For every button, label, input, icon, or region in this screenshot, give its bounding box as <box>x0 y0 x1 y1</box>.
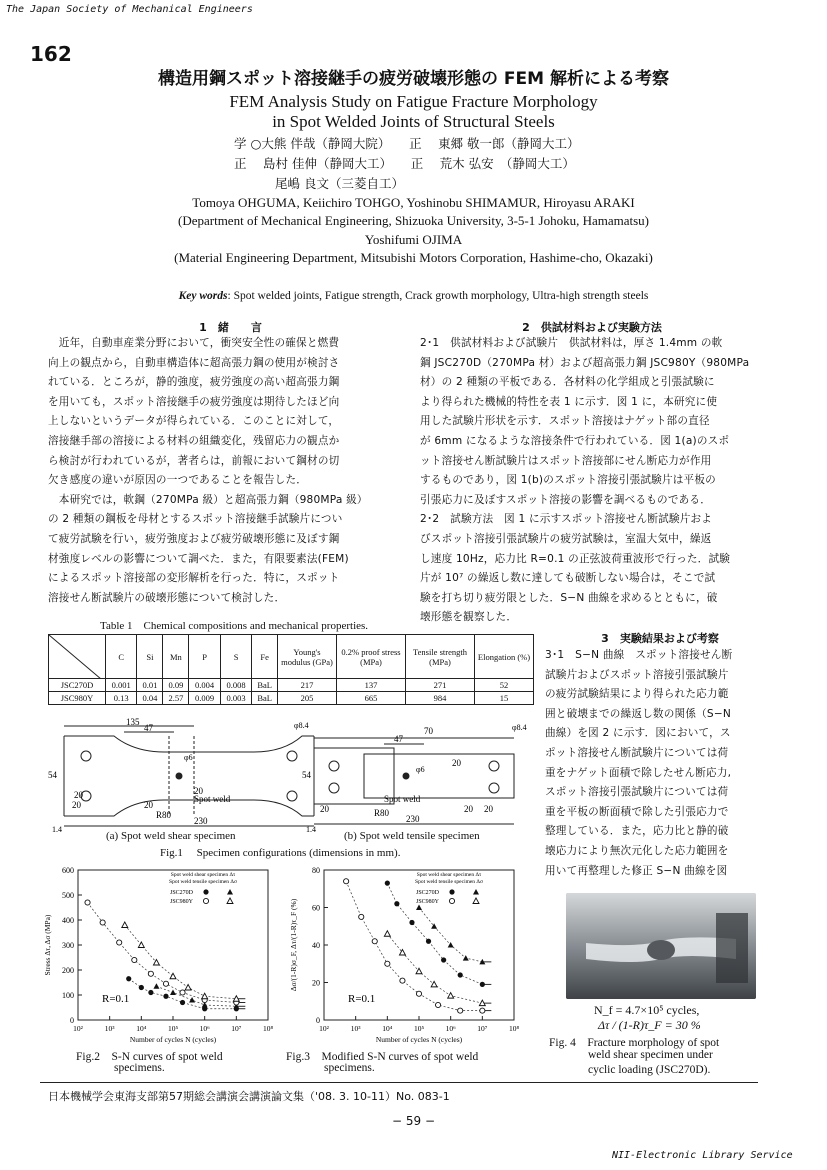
y-tick-label: 60 <box>312 903 320 913</box>
label-a-spotweld: Spot weld <box>194 794 231 804</box>
data-point <box>170 990 176 996</box>
sec1-body <box>48 334 418 608</box>
series-JSC980Y-tensile <box>384 931 491 1006</box>
table1-header: Fe <box>252 635 278 679</box>
x-tick-label: 10⁷ <box>477 1024 488 1033</box>
table-cell: 0.004 <box>189 679 220 692</box>
table1-header: Young's modulus (GPa) <box>278 635 337 679</box>
data-point <box>473 898 479 904</box>
footer-proceedings: 日本機械学会東海支部第57期総会講演会講演論文集（'08. 3. 10-11）No. 083-1 <box>48 1090 450 1103</box>
x-tick-label: 10⁵ <box>413 1024 425 1033</box>
dim-b-20d: 20 <box>484 804 493 814</box>
table-cell: 0.04 <box>137 692 163 705</box>
table1-header: P <box>189 635 220 679</box>
legend-entry: JSC980Y <box>170 899 194 905</box>
dim-a-14: 1.4 <box>52 825 62 834</box>
y-tick-label: 200 <box>62 966 74 975</box>
table-cell: 0.13 <box>106 692 137 705</box>
title-en-line1: FEM Analysis Study on Fatigue Fracture Morphology <box>229 92 598 111</box>
text-line: 験を打ち切り疲労限とした．S−N 曲線を求めるとともに，破 <box>420 591 718 604</box>
x-tick-label: 10³ <box>350 1024 361 1033</box>
legend <box>169 872 237 905</box>
dim-a-20c: 20 <box>144 800 153 810</box>
table-cell: 52 <box>475 679 534 692</box>
table-row <box>49 692 534 705</box>
table1-corner <box>49 635 106 679</box>
text-line: 3･1 S−N 曲線 スポット溶接せん断 <box>545 649 733 661</box>
table1-header: S <box>220 635 251 679</box>
data-point <box>132 957 137 962</box>
x-tick-label: 10² <box>319 1024 329 1033</box>
table-cell: 2.57 <box>163 692 189 705</box>
data-point <box>138 942 144 948</box>
authors-jp-line1: 学 ○大熊 伴哉（静岡大院） 正 東郷 敬一郎（静岡大工） <box>234 136 580 151</box>
text-line: ット溶接せん断試験片はスポット溶接部にせん断応力が作用 <box>420 454 712 467</box>
authors-jp-line3: 尾嶋 良文（三菱自工） <box>275 176 404 191</box>
footer-divider <box>40 1082 758 1083</box>
text-line: し速度 10Hz，応力比 R=0.1 の正弦波荷重波形で行った．試験 <box>420 552 731 565</box>
data-point <box>202 993 208 999</box>
fig1-drawings <box>44 716 538 836</box>
dim-a-54: 54 <box>48 770 57 780</box>
text-line: するものであり，図 1(b)のスポット溶接引張試験片は平板の <box>420 474 716 487</box>
table-cell: 205 <box>278 692 337 705</box>
text-line: 整理している．また，応力比と静的破 <box>545 825 729 838</box>
fig1-caption: Fig.1 Specimen configurations (dimensions in mm). <box>160 847 401 859</box>
text-line: 用いて再整理した修正 S−N 曲線を図 <box>545 864 728 877</box>
data-point <box>385 881 390 886</box>
dim-a-20: 20 <box>72 800 81 810</box>
y-tick-label: 80 <box>312 866 320 875</box>
authors-en-2: Yoshifumi OJIMA <box>364 232 463 247</box>
table-cell: 0.003 <box>220 692 251 705</box>
table-cell: BaL <box>252 692 278 705</box>
text-line: 用した試験片形状を示す．スポット溶接はナゲット部の直径 <box>420 415 710 428</box>
y-tick-label: 600 <box>62 866 74 875</box>
y-tick-label: 400 <box>62 916 74 925</box>
text-line: 材強度レベルの影響について調べた．また，有限要素法(FEM) <box>48 552 349 565</box>
y-tick-label: 40 <box>312 941 320 950</box>
text-line: 近年，自動車産業分野において，衝突安全性の確保と燃費 <box>48 337 340 349</box>
table-cell: 0.01 <box>137 679 163 692</box>
r-annotation: R=0.1 <box>348 993 376 1005</box>
text-line: 溶接せん断試験片の破壊形態について検討した． <box>48 591 286 604</box>
dim-a-phi84: φ8.4 <box>294 721 309 730</box>
text-line: ポット溶接せん断試験片については荷 <box>545 746 729 759</box>
table1-header: Si <box>137 635 163 679</box>
y-tick-label: 300 <box>62 941 74 950</box>
authors-en-1: Tomoya OHGUMA, Keiichiro TOHGO, Yoshinobu SHIMAMUR, Hiroyasu ARAKI <box>192 195 635 210</box>
table1 <box>48 634 534 705</box>
x-tick-label: 10⁶ <box>445 1024 456 1033</box>
text-line: 片が 10⁷ の繰返し数に達しても破断しない場合は，そこで試 <box>420 572 716 585</box>
dim-b-20: 20 <box>320 804 329 814</box>
data-point <box>148 990 153 995</box>
data-point <box>170 973 176 979</box>
data-point <box>185 985 191 991</box>
table-cell: 0.009 <box>189 692 220 705</box>
fig4-caption-1: Fig. 4 Fracture morphology of spot <box>549 1037 720 1049</box>
fig4-caption-2: weld shear specimen under <box>588 1049 713 1061</box>
data-point <box>163 994 168 999</box>
text-line: 囲と破壊までの繰返し数の関係（S−N <box>545 707 732 720</box>
dim-b-14: 1.4 <box>306 825 316 834</box>
title-en-line2: in Spot Welded Joints of Structural Steels <box>272 112 555 131</box>
x-tick-label: 10⁸ <box>508 1024 520 1033</box>
society-header: The Japan Society of Mechanical Engineers <box>6 4 253 15</box>
dim-b-70: 70 <box>424 726 433 736</box>
dim-b-230: 230 <box>406 814 420 824</box>
y-tick-label: 0 <box>70 1016 74 1025</box>
text-line: 試験片およびスポット溶接引張試験片 <box>545 668 729 681</box>
table-cell: BaL <box>252 679 278 692</box>
text-line: 本研究では，軟鋼（270MPa 級）と超高張力鋼（980MPa 級） <box>48 493 368 506</box>
data-point <box>359 914 364 919</box>
x-tick-label: 10⁴ <box>382 1024 393 1033</box>
title-jp: 構造用鋼スポット溶接継手の疲労破壊形態の FEM 解析による考察 <box>158 69 669 89</box>
data-point <box>126 976 131 981</box>
series-curve <box>346 881 482 1010</box>
table1-caption: Table 1 Chemical compositions and mechanical properties. <box>100 620 369 632</box>
fig1a-caption: (a) Spot weld shear specimen <box>106 830 236 842</box>
text-line: 重を平板の断面積で除した引張応力で <box>545 805 729 818</box>
dim-b-54: 54 <box>302 770 311 780</box>
data-point <box>153 960 159 966</box>
dim-b-phi6: φ6 <box>416 765 425 774</box>
data-point <box>85 900 90 905</box>
data-point <box>139 985 144 990</box>
y-tick-label: 100 <box>62 991 74 1000</box>
data-point <box>163 981 168 986</box>
data-point <box>463 955 469 961</box>
sec3-body <box>545 646 775 881</box>
paper-number: 162 <box>30 42 72 66</box>
data-point <box>117 940 122 945</box>
text-line: 2･2 試験方法 図 1 に示すスポット溶接せん断試験片およ <box>420 513 713 526</box>
text-line: 壊応力により無次元化した応力範囲を <box>545 844 729 857</box>
fig2-caption-2: specimens. <box>114 1062 165 1074</box>
text-line: て疲労試験を行い，疲労強度および疲労破壊形態に及ぼす鋼 <box>48 532 340 545</box>
legend-header: Spot weld tensile specimen Δσ <box>169 879 237 885</box>
dim-b-47: 47 <box>394 734 403 744</box>
sec2-heading: 2 供試材料および実験方法 <box>522 321 662 334</box>
affiliation-en-1: (Department of Mechanical Engineering, Shizuoka University, 3-5-1 Johoku, Hamamatsu) <box>178 213 649 228</box>
fig1b-caption: (b) Spot weld tensile specimen <box>344 830 480 842</box>
series-curve <box>88 903 237 1003</box>
data-point <box>416 905 422 911</box>
text-line: 上しないというデータが得られている．このことに対して， <box>48 415 340 428</box>
data-point <box>203 889 208 894</box>
y-tick-label: 20 <box>312 978 320 988</box>
y-tick-label: 0 <box>316 1016 320 1025</box>
x-tick-label: 10⁴ <box>136 1024 147 1033</box>
table-cell: 0.008 <box>220 679 251 692</box>
fig4-note-1: N_f = 4.7×10⁵ cycles, <box>594 1003 700 1017</box>
data-point <box>449 898 454 903</box>
table1-header: C <box>106 635 137 679</box>
data-point <box>384 931 390 937</box>
dim-b-20c: 20 <box>464 804 473 814</box>
fig3-chart <box>286 862 526 1048</box>
table-row <box>49 679 534 692</box>
x-axis-label: Number of cycles N (cycles) <box>375 1035 463 1044</box>
data-point <box>385 961 390 966</box>
footer-service: NII-Electronic Library Service <box>612 1150 793 1161</box>
text-line: 引張応力に及ぼすスポット溶接の影響を調べるものである． <box>420 493 712 506</box>
data-point <box>122 922 128 928</box>
legend-entry: JSC270D <box>170 890 194 896</box>
data-point <box>480 1008 485 1013</box>
page-number: − 59 − <box>391 1114 435 1128</box>
text-line: びスポット溶接引張試験片の疲労試験は，室温大気中，繰返 <box>420 532 712 545</box>
text-line: によるスポット溶接部の変形解析を行った．特に，スポット <box>48 572 340 585</box>
dim-a-47: 47 <box>144 723 153 733</box>
text-line: 曲線）を図 2 に示す．図において，ス <box>545 727 731 740</box>
data-point <box>100 920 105 925</box>
label-b-spotweld: Spot weld <box>384 794 421 804</box>
table-cell: 217 <box>278 679 337 692</box>
legend-header: Spot weld shear specimen Δτ <box>170 872 236 878</box>
x-tick-label: 10³ <box>104 1024 115 1033</box>
data-point <box>180 1000 185 1005</box>
r-annotation: R=0.1 <box>102 993 130 1005</box>
series-JSC270D-tensile <box>416 905 491 965</box>
keywords-label: Key words <box>178 290 228 302</box>
data-point <box>400 978 405 983</box>
table1-header: 0.2% proof stress (MPa) <box>337 635 406 679</box>
sec2-body <box>420 334 770 628</box>
dim-a-230: 230 <box>194 816 208 826</box>
table-cell: JSC270D <box>49 679 106 692</box>
text-line: 壊形態を観察した． <box>420 611 518 624</box>
text-line: 欠き感度の違いが原因の一つであることを報告した． <box>48 474 308 487</box>
authors-jp-line2: 正 島村 佳伸（静岡大工） 正 荒木 弘安 （静岡大工） <box>234 156 575 171</box>
y-axis-label: Stress Δτ, Δσ (MPa) <box>43 914 52 976</box>
data-point <box>189 997 195 1003</box>
text-line: 材）の 2 種類の平板である．各材料の化学組成と引張試験に <box>420 376 715 389</box>
dim-b-phi84: φ8.4 <box>512 723 527 732</box>
x-tick-label: 10⁶ <box>199 1024 210 1033</box>
x-tick-label: 10² <box>73 1024 83 1033</box>
y-axis-label: Δσ/(1-R)σ_F, Δτ/(1-R)τ_F (%) <box>289 898 298 992</box>
fig2-chart <box>40 862 280 1048</box>
series-JSC270D-shear <box>126 976 245 1011</box>
legend-entry: JSC270D <box>416 890 440 896</box>
table1-header: Mn <box>163 635 189 679</box>
x-tick-label: 10⁵ <box>167 1024 179 1033</box>
fig3-caption-1: Fig.3 Modified S-N curves of spot weld <box>286 1051 479 1063</box>
fig4-note-2: Δτ / (1-R)τ_F = 30 % <box>598 1018 701 1032</box>
data-point <box>458 1008 463 1013</box>
table-cell: 0.001 <box>106 679 137 692</box>
text-line: より得られた機械的特性を表 1 に示す．図 1 に，本研究に使 <box>420 395 718 408</box>
data-point <box>416 968 422 974</box>
fig3-caption-2: specimens. <box>324 1062 375 1074</box>
dim-a-phi6: φ6 <box>184 753 193 762</box>
data-point <box>148 971 153 976</box>
data-point <box>227 889 233 895</box>
text-line: 2･1 供試材料および試験片 供試材料は，厚さ 1.4mm の軟 <box>420 337 723 349</box>
series-curve <box>387 934 482 1003</box>
legend-header: Spot weld tensile specimen Δσ <box>415 879 483 885</box>
legend <box>415 872 483 905</box>
data-point <box>372 939 377 944</box>
text-line: 向上の観点から，自動車構造体に超高張力鋼の使用が検討さ <box>48 356 340 369</box>
data-point <box>473 889 479 895</box>
data-point <box>426 939 431 944</box>
data-point <box>203 898 208 903</box>
keywords-text: : Spot welded joints, Fatigue strength, Crack growth morphology, Ultra-high strength steels <box>227 290 649 302</box>
table1-header: Tensile strength (MPa) <box>406 635 475 679</box>
text-line: が 6mm になるような溶接条件で行われている．図 1(a)のスポ <box>420 434 730 447</box>
y-tick-label: 500 <box>62 891 74 900</box>
table-cell: JSC980Y <box>49 692 106 705</box>
data-point <box>180 990 185 995</box>
affiliation-en-2: (Material Engineering Department, Mitsubishi Motors Corporation, Hashime-cho, Okazaki) <box>174 250 653 265</box>
dim-b-r80: R80 <box>374 808 390 818</box>
text-line: 溶接継手部の溶接による材料の組織変化，残留応力の観点か <box>48 434 340 447</box>
text-line: の疲労試験結果により得られた応力範 <box>545 688 729 701</box>
fig4-photo-drawing <box>566 893 756 999</box>
data-point <box>416 991 421 996</box>
text-line: スポット溶接引張試験片については荷 <box>545 786 729 799</box>
data-point <box>449 889 454 894</box>
text-line: 鋼 JSC270D（270MPa 材）および超高張力鋼 JSC980Y（980MPa <box>420 356 750 369</box>
data-point <box>441 957 446 962</box>
text-line: の 2 種類の鋼板を母材とするスポット溶接継手試験片につい <box>48 513 343 526</box>
legend-entry: JSC980Y <box>416 899 440 905</box>
dim-a-135: 135 <box>126 717 140 727</box>
data-point <box>448 942 454 948</box>
table-cell: 0.09 <box>163 679 189 692</box>
data-point <box>394 901 399 906</box>
data-point <box>435 1002 440 1007</box>
table1-header: Elongation (%) <box>475 635 534 679</box>
table-cell: 137 <box>337 679 406 692</box>
series-JSC270D-shear <box>385 881 492 987</box>
table-cell: 15 <box>475 692 534 705</box>
fig2-caption-1: Fig.2 S-N curves of spot weld <box>76 1051 223 1063</box>
data-point <box>458 972 463 977</box>
text-line: を用いても，スポット溶接継手の疲労強度は期待したほど向 <box>48 395 340 408</box>
dim-a-r80: R80 <box>156 810 172 820</box>
x-axis-label: Number of cycles N (cycles) <box>129 1035 217 1044</box>
data-point <box>227 898 233 904</box>
data-point <box>480 982 485 987</box>
data-point <box>344 879 349 884</box>
sec3-heading: 3 実験結果および考察 <box>601 632 719 645</box>
table-cell: 271 <box>406 679 475 692</box>
table-cell: 984 <box>406 692 475 705</box>
data-point <box>431 981 437 987</box>
series-curve <box>419 908 482 962</box>
x-tick-label: 10⁸ <box>262 1024 274 1033</box>
legend-header: Spot weld shear specimen Δτ <box>416 872 482 878</box>
text-line: 重をナゲット面積で除したせん断応力, <box>545 766 732 779</box>
text-line: れている．ところが，静的強度，疲労強度の高い超高張力鋼 <box>48 376 340 389</box>
x-tick-label: 10⁷ <box>231 1024 242 1033</box>
data-point <box>409 920 414 925</box>
data-point <box>448 993 454 999</box>
dim-a-20b: 20 <box>194 786 203 796</box>
sec1-heading: 1 緒 言 <box>199 321 262 334</box>
text-line: ら検討が行われているが，著者らは，前報において鋼材の切 <box>48 454 340 467</box>
dim-a-20d: 20 <box>74 790 83 800</box>
specimen-a <box>64 726 314 826</box>
fig4-caption-3: cyclic loading (JSC270D). <box>588 1064 711 1076</box>
fig4-photo <box>566 893 756 999</box>
data-point <box>153 983 159 989</box>
table-cell: 665 <box>337 692 406 705</box>
dim-b-20b: 20 <box>452 758 461 768</box>
keywords <box>0 290 827 302</box>
